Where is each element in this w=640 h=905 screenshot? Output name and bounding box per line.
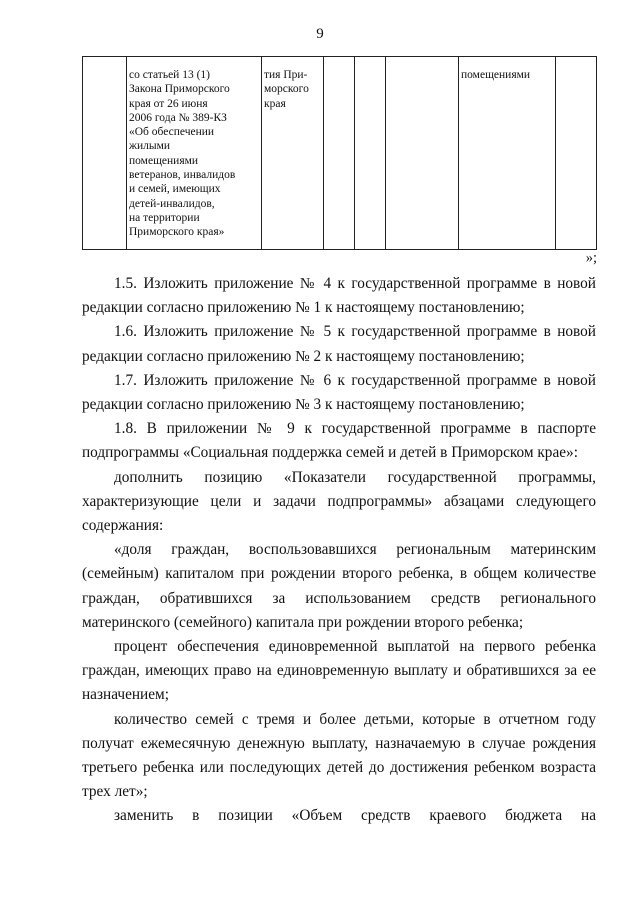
- paragraph-families-count: количество семей с тремя и более детьми, которые в отчетном году получат ежемесячную денежную выплату, назначаемую в случае рождения третьего ребенка или последующих детей до достижения ребенком возраста трех лет»;: [82, 710, 596, 801]
- document-body: [82, 272, 596, 829]
- closing-quote-mark: »;: [585, 250, 597, 266]
- table-row: [83, 57, 597, 250]
- paragraph-item-1-5: 1.5. Изложить приложение № 4 к государственной программе в новой редакции согласно приложению № 1 к настоящему постановлению;: [82, 275, 596, 317]
- table-cell-1: [83, 57, 127, 250]
- table-cell-region: тия При- морского края: [262, 57, 324, 250]
- table-cell-4: [324, 57, 355, 250]
- table-cell-law-reference: со статьей 13 (1) Закона Приморского края от 26 июня 2006 года № 389-КЗ «Об обеспечении жилыми помещениями ветеранов, инвалидов и семей, имеющих детей-инвалидов, на территории Приморского края»: [127, 57, 262, 250]
- paragraph-supplement-position: дополнить позицию «Показатели государственной программы, характеризующие цели и задачи подпрограммы» абзацами следующего содержания:: [82, 468, 596, 535]
- table-cell-6: [386, 57, 459, 250]
- paragraph-item-1-8: 1.8. В приложении № 9 к государственной программе в паспорте подпрограммы «Социальная поддержка семей и детей в Приморском крае»:: [82, 420, 596, 462]
- paragraph-lump-sum-percent: процент обеспечения единовременной выплатой на первого ребенка граждан, имеющих право на единовременную выплату и обратившихся за ее назначением;: [82, 638, 596, 704]
- paragraph-replace-position: заменить в позиции «Объем средств краевого бюджета на: [114, 807, 596, 825]
- continuation-table: [82, 56, 597, 250]
- paragraph-share-of-citizens: «доля граждан, воспользовавшихся региональным материнским (семейным) капиталом при рождении второго ребенка, в общем количестве граждан, обратившихся за использованием средств регионального материнского (семейного) капитала при рождении второго ребенка;: [82, 541, 596, 631]
- paragraph-item-1-6: 1.6. Изложить приложение № 5 к государственной программе в новой редакции согласно приложению № 2 к настоящему постановлению;: [82, 323, 596, 365]
- paragraph-item-1-7: 1.7. Изложить приложение № 6 к государственной программе в новой редакции согласно приложению № 3 к настоящему постановлению;: [82, 371, 596, 414]
- table-cell-housing: помещениями: [459, 57, 556, 250]
- table-cell-8: [556, 57, 597, 250]
- page-number: 9: [316, 26, 324, 42]
- table-cell-5: [355, 57, 386, 250]
